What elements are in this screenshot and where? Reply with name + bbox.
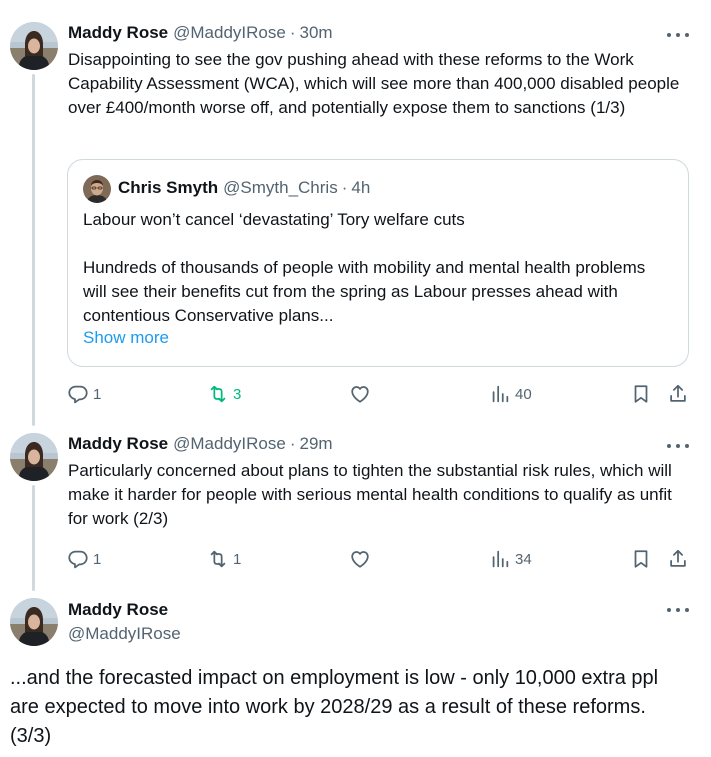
avatar-image [10, 22, 58, 70]
views-button[interactable] [489, 382, 532, 406]
thread-connector [32, 485, 35, 591]
avatar[interactable] [10, 22, 58, 70]
view-count: 40 [515, 385, 532, 403]
views-icon [489, 548, 511, 570]
view-count: 34 [515, 550, 532, 568]
reply-count: 1 [93, 550, 102, 568]
author-name[interactable]: Maddy Rose [68, 600, 169, 619]
main-tweet-text: ...and the forecasted impact on employment is low - only 10,000 extra ppl are expected to move into work by 2028/29 as a result of these reforms. (3/3) [10, 667, 659, 747]
quote-timestamp: 4h [351, 178, 371, 197]
reply-button[interactable] [67, 547, 101, 571]
more-icon[interactable] [667, 441, 689, 451]
avatar-image [10, 433, 58, 481]
heart-icon [349, 548, 371, 570]
more-icon[interactable] [667, 605, 689, 615]
more-icon[interactable] [667, 30, 689, 40]
show-more-link[interactable]: Show more [83, 328, 169, 347]
main-tweet-handle [68, 624, 181, 644]
repost-button[interactable] [207, 382, 241, 406]
tweet-text: Particularly concerned about plans to tighten the substantial risk rules, which will make it harder for people with serious mental health conditions to qualify as unfit for work (2/3) [68, 461, 672, 528]
separator-dot: · [341, 178, 348, 197]
separator-dot: · [289, 434, 296, 453]
repost-count: 1 [233, 550, 242, 568]
repost-icon [207, 548, 229, 570]
avatar[interactable] [10, 598, 58, 646]
share-button[interactable] [667, 382, 689, 406]
author-handle[interactable]: @MaddyIRose [173, 434, 286, 453]
share-icon [667, 548, 689, 570]
share-icon [667, 383, 689, 405]
author-name[interactable]: Maddy Rose [68, 434, 169, 453]
reply-icon [67, 548, 89, 570]
tweet-actions [58, 547, 698, 571]
quoted-tweet[interactable] [67, 159, 689, 367]
like-button[interactable] [349, 382, 371, 406]
quote-avatar-image [83, 175, 111, 203]
reply-count: 1 [93, 385, 102, 403]
bookmark-button[interactable] [630, 547, 652, 571]
quote-title: Labour won’t cancel ‘devastating’ Tory welfare cuts [83, 210, 465, 229]
author-handle[interactable]: @MaddyIRose [68, 624, 181, 643]
tweet-timestamp[interactable]: 30m [299, 23, 333, 42]
views-button[interactable] [489, 547, 532, 571]
tweet-header [68, 23, 333, 43]
bookmark-icon [630, 383, 652, 405]
share-button[interactable] [667, 547, 689, 571]
main-tweet-name [68, 600, 168, 620]
bookmark-button[interactable] [630, 382, 652, 406]
quote-body: Hundreds of thousands of people with mobility and mental health problems will see their benefits cut from the spring as Labour presses ahead with contentious Conservative plans... [83, 258, 646, 325]
views-icon [489, 383, 511, 405]
tweet-text: Disappointing to see the gov pushing ahead with these reforms to the Work Capability Assessment (WCA), which will see more than 400,000 disabled people over £400/month worse off, and potentially expose them to sanctions (1/3) [68, 50, 680, 117]
repost-count: 3 [233, 385, 242, 403]
reply-icon [67, 383, 89, 405]
avatar[interactable] [10, 433, 58, 481]
repost-button[interactable] [207, 547, 241, 571]
quote-author-handle: @Smyth_Chris [223, 178, 338, 197]
tweet-timestamp[interactable]: 29m [299, 434, 333, 453]
quote-header [118, 178, 370, 198]
tweet-actions [58, 382, 698, 406]
avatar-image [10, 598, 58, 646]
heart-icon [349, 383, 371, 405]
thread-connector [32, 74, 35, 426]
like-button[interactable] [349, 547, 371, 571]
separator-dot: · [289, 23, 296, 42]
bookmark-icon [630, 548, 652, 570]
author-handle[interactable]: @MaddyIRose [173, 23, 286, 42]
author-name[interactable]: Maddy Rose [68, 23, 169, 42]
quote-avatar [83, 175, 111, 203]
quote-author-name: Chris Smyth [118, 178, 219, 197]
repost-icon [207, 383, 229, 405]
reply-button[interactable] [67, 382, 101, 406]
tweet-header [68, 434, 333, 454]
